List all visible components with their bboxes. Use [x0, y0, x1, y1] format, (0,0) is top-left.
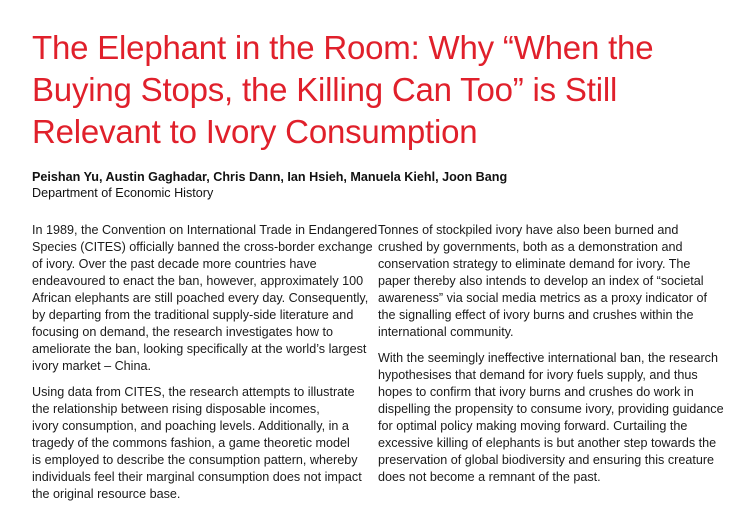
title-line: Buying Stops, the Killing Can Too” is Still — [32, 71, 618, 108]
abstract-paragraph — [378, 350, 723, 486]
title-line: The Elephant in the Room: Why “When the — [32, 29, 654, 66]
text-line: endeavoured to enact the ban, however, approximately 100 — [32, 274, 364, 288]
text-line: the original resource base. — [32, 487, 181, 501]
abstract-paragraph — [32, 222, 377, 375]
text-line: does not become a remnant of the past. — [378, 470, 601, 484]
text-line: Using data from CITES, the research attempts to illustrate — [32, 385, 355, 399]
text-line: awareness” via social media metrics as a proxy indicator of — [378, 291, 707, 305]
text-line: Tonnes of stockpiled ivory have also been burned and — [378, 223, 679, 237]
abstract-paragraph — [32, 384, 377, 503]
text-line: paper thereby also intends to develop an index of “societal — [378, 274, 704, 288]
text-line: ivory consumption, and poaching levels. Additionally, in a — [32, 419, 349, 433]
text-line: by departing from the traditional supply-side literature and — [32, 308, 354, 322]
text-line: ameliorate the ban, looking specifically at the world’s largest — [32, 342, 367, 356]
title-line: Relevant to Ivory Consumption — [32, 113, 478, 150]
text-line: the signalling effect of ivory burns and crushes within the — [378, 308, 694, 322]
text-line: dispelling the propensity to consume ivory, providing guidance — [378, 402, 724, 416]
text-line: crushed by governments, both as a demonstration and — [378, 240, 683, 254]
left-column — [32, 222, 377, 512]
department-affiliation: Department of Economic History — [32, 186, 214, 200]
text-line: for optimal policy making moving forward. Curtailing the — [378, 419, 688, 433]
text-line: hypothesises that demand for ivory fuels supply, and thus — [378, 368, 698, 382]
text-line: hopes to confirm that ivory burns and crushes do work in — [378, 385, 694, 399]
author-list: Peishan Yu, Austin Gaghadar, Chris Dann, Ian Hsieh, Manuela Kiehl, Joon Bang — [32, 170, 508, 184]
text-line: focusing on demand, the research investigates how to — [32, 325, 334, 339]
text-line: preservation of global biodiversity and ensuring this creature — [378, 453, 715, 467]
text-line: ivory market – China. — [32, 359, 151, 373]
text-line: tragedy of the commons fashion, a game theoretic model — [32, 436, 350, 450]
text-line: excessive killing of elephants is but another step towards the — [378, 436, 717, 450]
text-line: international community. — [378, 325, 514, 339]
text-line: of ivory. Over the past decade more countries have — [32, 257, 317, 271]
text-line: With the seemingly ineffective international ban, the research — [378, 351, 718, 365]
text-line: Species (CITES) officially banned the cross-border exchange — [32, 240, 373, 254]
right-column — [378, 222, 723, 495]
text-line: is employed to describe the consumption pattern, whereby — [32, 453, 358, 467]
text-line: individuals feel their marginal consumption does not impact — [32, 470, 362, 484]
paper-title — [32, 27, 737, 153]
abstract-paragraph — [378, 222, 723, 341]
text-line: In 1989, the Convention on International Trade in Endangered — [32, 223, 378, 237]
text-line: the relationship between rising disposable incomes, — [32, 402, 320, 416]
text-line: African elephants are still poached every day. Consequently, — [32, 291, 369, 305]
text-line: conservation strategy to eliminate demand for ivory. The — [378, 257, 691, 271]
